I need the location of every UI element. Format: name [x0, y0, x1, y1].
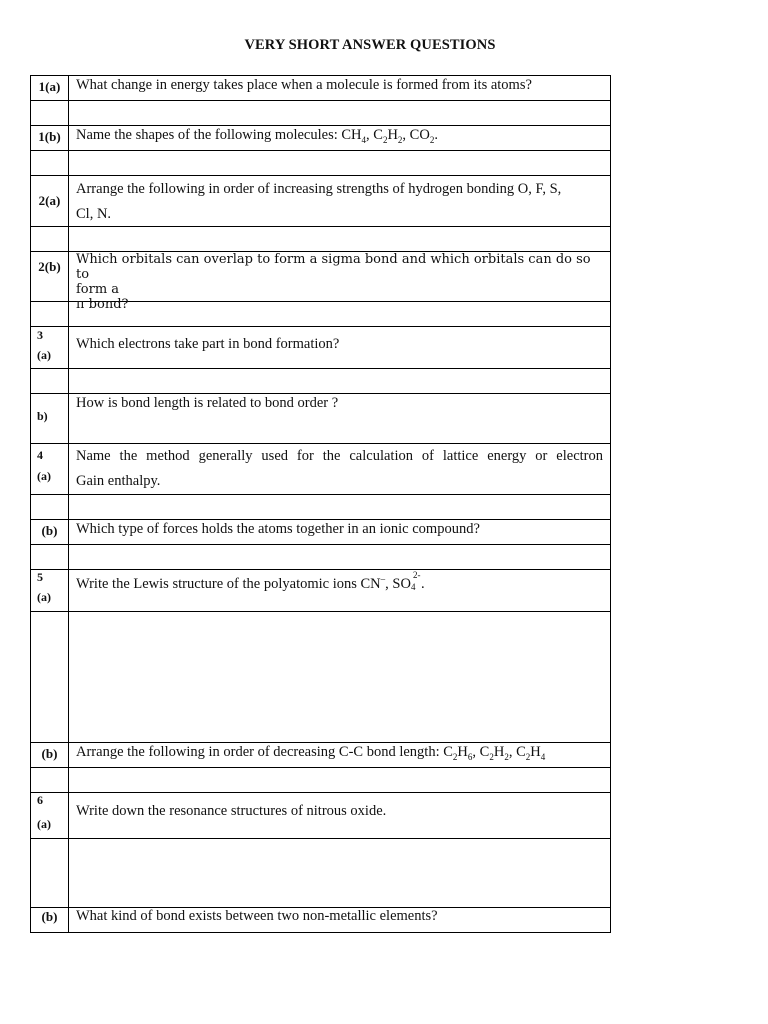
answer-row: [31, 612, 610, 743]
question-number: (b): [31, 520, 69, 544]
question-text: Write the Lewis structure of the polyatomic ions CN–, SO 2- 4 .: [76, 569, 425, 592]
answer-space: [69, 302, 610, 326]
answer-row: [31, 302, 610, 327]
question-number: 2(b): [31, 252, 69, 301]
table-row: [31, 793, 610, 839]
question-text: Which electrons take part in bond formation?: [76, 336, 340, 352]
question-number: b): [31, 394, 69, 443]
answer-row: [31, 495, 610, 520]
question-number: (b): [31, 908, 69, 932]
answer-row: [31, 768, 610, 793]
question-text: What change in energy takes place when a molecule is formed from its atoms?: [76, 77, 532, 93]
answer-row: [31, 101, 610, 126]
answer-space: [69, 768, 610, 792]
answer-space: [69, 612, 610, 742]
question-text: Arrange the following in order of increasing strengths of hydrogen bonding O, F, S, Cl, N.: [76, 181, 562, 222]
table-row: [31, 520, 610, 545]
table-row: [31, 126, 610, 151]
table-row: [31, 394, 610, 444]
question-number: 6 (a): [31, 793, 69, 838]
question-number: 5 (a): [31, 570, 69, 611]
answer-space: [69, 545, 610, 569]
question-text: Arrange the following in order of decreasing C-C bond length: $C_2H_6$, $C_2H_2$, $C_2H_4$: [76, 744, 546, 762]
table-row: [31, 176, 610, 227]
question-text: Write down the resonance structures of nitrous oxide.: [76, 803, 387, 819]
table-row: [31, 570, 610, 612]
table-row: [31, 444, 610, 495]
answer-row: [31, 369, 610, 394]
table-row: [31, 908, 610, 932]
question-text: What kind of bond exists between two non-metallic elements?: [76, 908, 438, 924]
answer-space: [69, 151, 610, 175]
question-text: Name the method generally used for the calculation of lattice energy or electron Gain enthalpy.: [76, 448, 603, 489]
answer-row: [31, 151, 610, 176]
question-text: Which type of forces holds the atoms together in an ionic compound?: [76, 521, 480, 537]
question-text: How is bond length is related to bond order ?: [76, 395, 339, 411]
question-number: 4 (a): [31, 444, 69, 494]
question-number: 2(a): [31, 176, 69, 226]
answer-row: [31, 545, 610, 570]
answer-space: [69, 839, 610, 907]
question-text: Name the shapes of the following molecules: $CH_4$, $C_2H_2$, $CO_2$.: [76, 127, 438, 145]
page-title: VERY SHORT ANSWER QUESTIONS: [244, 37, 496, 53]
table-row: [31, 743, 610, 768]
question-number: (b): [31, 743, 69, 767]
answer-row: [31, 227, 610, 252]
answer-row: [31, 839, 610, 908]
question-text: Which orbitals can overlap to form a sigma bond and which orbitals can do so to form a π bond?: [76, 252, 591, 312]
question-number: 3 (a): [31, 327, 69, 368]
answer-space: [69, 101, 610, 125]
question-number: 1(b): [31, 126, 69, 150]
table-row: [31, 76, 610, 101]
table-row: [31, 327, 610, 369]
table-row: [31, 252, 610, 312]
questions-table: [30, 75, 611, 933]
answer-space: [69, 227, 610, 251]
answer-space: [69, 369, 610, 393]
question-number: 1(a): [31, 76, 69, 100]
answer-space: [69, 495, 610, 519]
